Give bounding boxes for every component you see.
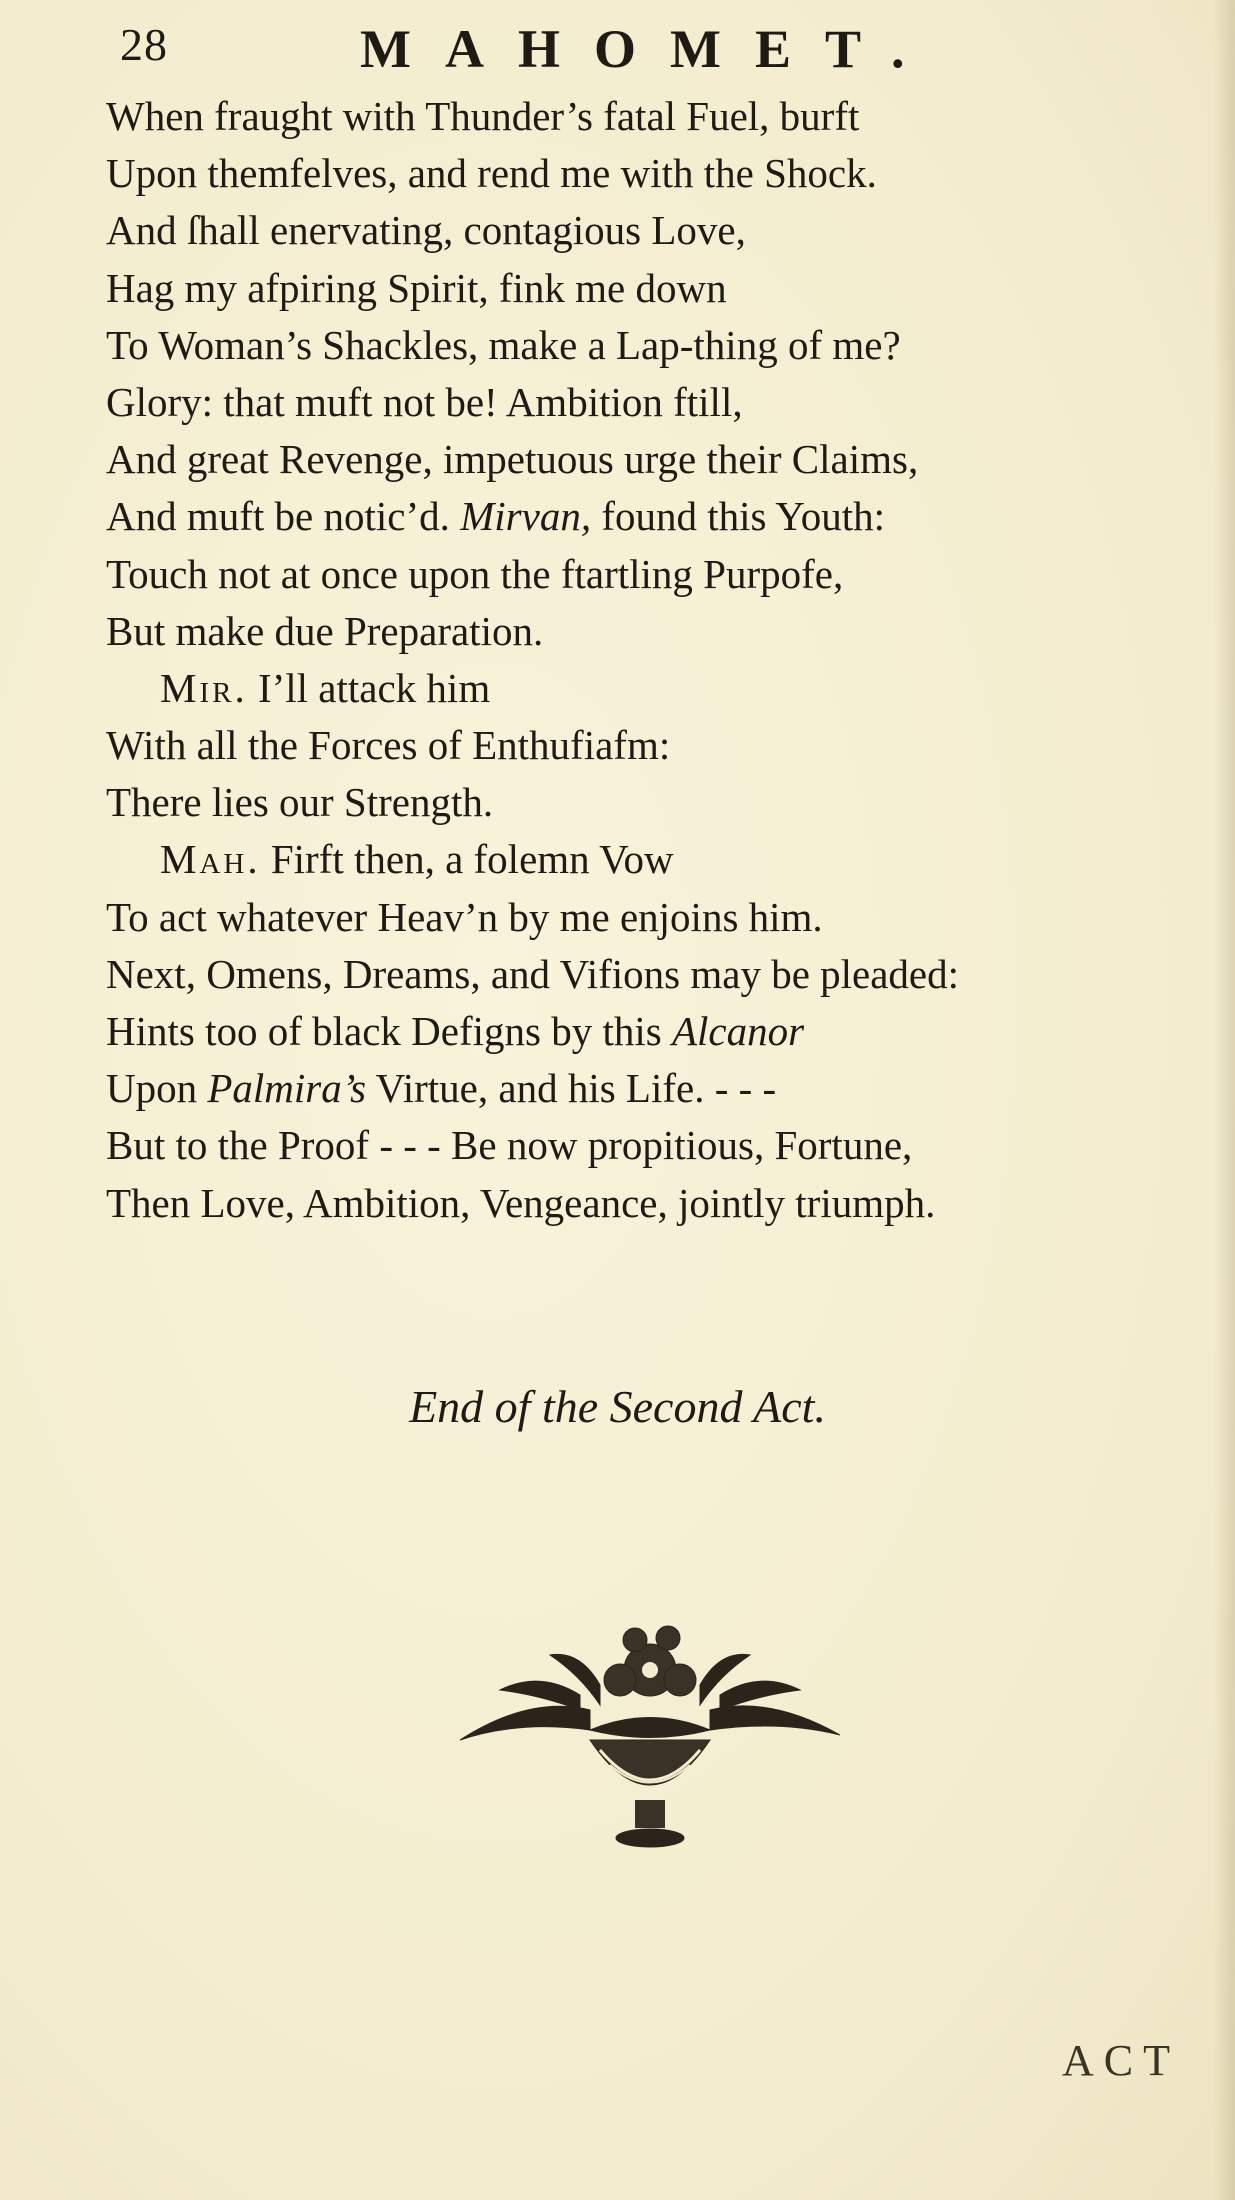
- verse-line: With all the Forces of Enthufiafm:: [106, 722, 671, 769]
- verse-line: Next, Omens, Dreams, and Vifions may be pleaded:: [106, 950, 960, 997]
- page-edge-shadow: [1213, 0, 1235, 2200]
- speech-line: Mir. I’ll attack him: [160, 664, 491, 711]
- verse-line: But make due Preparation.: [106, 607, 544, 654]
- verse-line: Upon Palmira’s Virtue, and his Life. - - -: [106, 1065, 777, 1112]
- verse-line: When fraught with Thunder’s fatal Fuel, burft: [106, 93, 860, 139]
- speaker-name: Mah.: [160, 836, 261, 883]
- verse-block: [106, 88, 1166, 1232]
- character-name: Mirvan,: [460, 493, 592, 540]
- speech-line: Mah. Firft then, a folemn Vow: [160, 836, 674, 883]
- catchword: ACT: [1062, 2036, 1180, 2085]
- end-of-act-heading: End of the Second Act.: [409, 1381, 826, 1432]
- character-name: Alcanor: [671, 1008, 805, 1054]
- floral-ornament-icon: [440, 1600, 860, 1860]
- verse-line: To act whatever Heav’n by me enjoins him.: [106, 893, 823, 940]
- page-header: [120, 18, 1000, 78]
- running-title: MAHOMET.: [360, 19, 939, 79]
- verse-line: Touch not at once upon the ftartling Purpofe,: [106, 550, 844, 597]
- verse-line: And ſhall enervating, contagious Love,: [106, 207, 746, 254]
- page-number: 28: [120, 19, 168, 70]
- verse-line: There lies our Strength.: [106, 779, 494, 826]
- verse-line: And great Revenge, impetuous urge their Claims,: [106, 436, 919, 483]
- verse-line: And muft be notic’d. Mirvan, found this Youth:: [106, 493, 886, 540]
- verse-line: But to the Proof - - - Be now propitious, Fortune,: [106, 1122, 913, 1169]
- verse-line: Upon themfelves, and rend me with the Shock.: [106, 150, 877, 197]
- speaker-name: Mir.: [160, 664, 248, 711]
- verse-line: Hints too of black Defigns by this Alcanor: [106, 1008, 805, 1054]
- verse-line: Then Love, Ambition, Vengeance, jointly triumph.: [106, 1179, 936, 1226]
- verse-line: Glory: that muft not be! Ambition ftill,: [106, 378, 743, 425]
- verse-line: Hag my afpiring Spirit, fink me down: [106, 264, 727, 311]
- verse-line: To Woman’s Shackles, make a Lap-thing of me?: [106, 321, 901, 368]
- character-name: Palmira’s: [207, 1065, 367, 1112]
